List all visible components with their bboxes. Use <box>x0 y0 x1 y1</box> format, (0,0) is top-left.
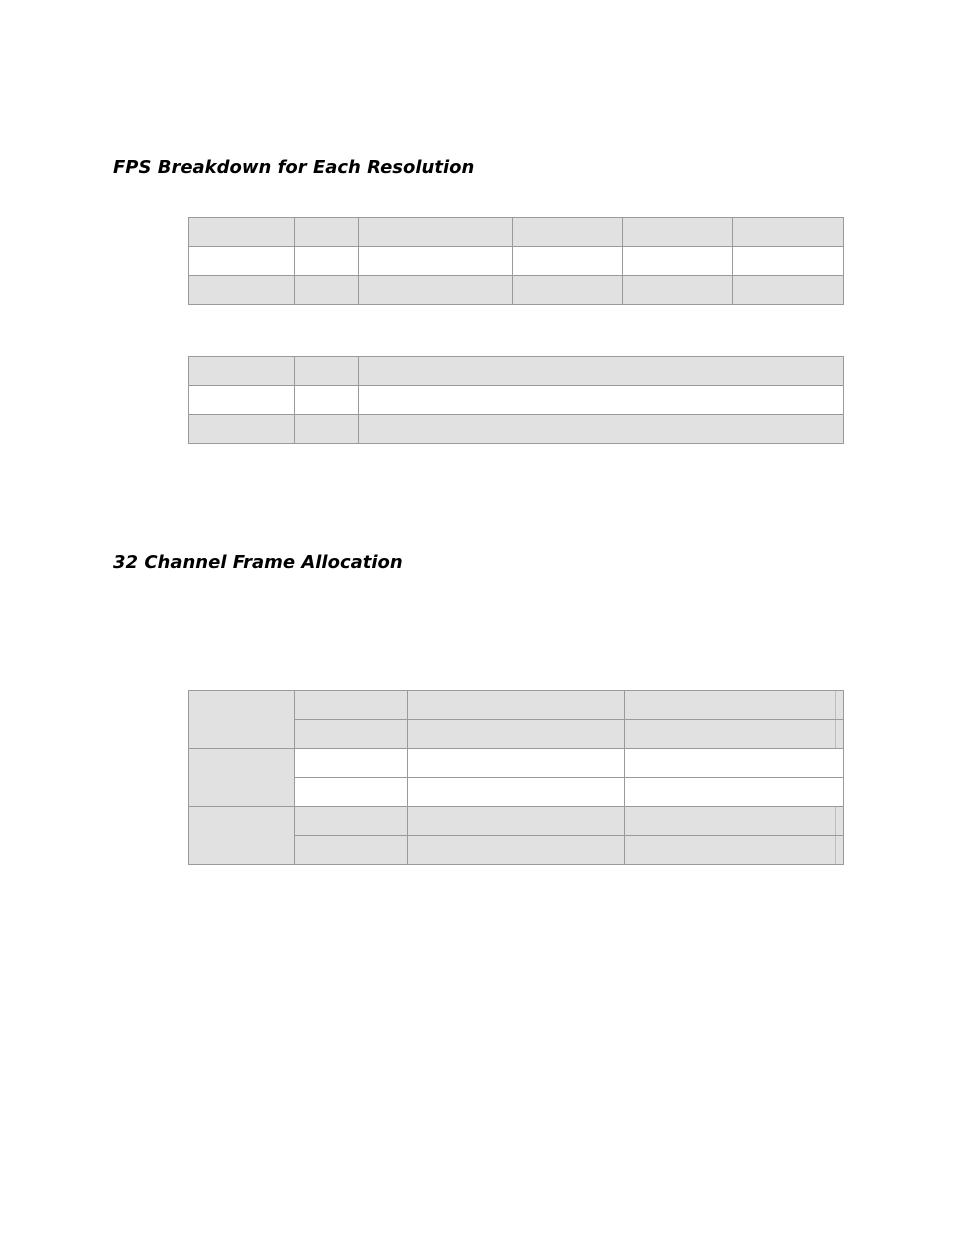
section-heading-channel-allocation: 32 Channel Frame Allocation <box>113 552 403 573</box>
table-row <box>189 691 844 720</box>
table-cell <box>625 778 844 807</box>
table-row <box>189 749 844 778</box>
table-cell <box>623 218 733 247</box>
table-cell <box>189 691 295 749</box>
table-cell <box>625 807 844 836</box>
table-cell <box>189 276 295 305</box>
table-cell <box>295 749 408 778</box>
table-cell <box>295 218 359 247</box>
table-cell <box>295 276 359 305</box>
table-cell <box>295 247 359 276</box>
table-cell <box>625 749 844 778</box>
table-row <box>189 218 844 247</box>
table-cell <box>189 807 295 865</box>
table-cell <box>359 247 513 276</box>
table-cell <box>513 247 623 276</box>
table-cell <box>295 357 359 386</box>
fps-breakdown-secondary-table <box>188 356 844 444</box>
table-cell <box>189 749 295 807</box>
table-cell <box>625 836 844 865</box>
table-cell <box>359 386 844 415</box>
table-cell <box>189 247 295 276</box>
table-cell <box>189 386 295 415</box>
table-row <box>189 807 844 836</box>
table-cell <box>625 691 844 720</box>
table-cell <box>733 247 844 276</box>
table-cell <box>623 247 733 276</box>
table-cell <box>408 749 625 778</box>
table-row <box>189 357 844 386</box>
section-heading-fps-breakdown: FPS Breakdown for Each Resolution <box>113 157 475 178</box>
table-cell <box>295 836 408 865</box>
table-cell <box>295 778 408 807</box>
table-cell <box>408 691 625 720</box>
table-cell <box>295 720 408 749</box>
table-row <box>189 247 844 276</box>
table-cell <box>359 276 513 305</box>
table-cell <box>513 218 623 247</box>
table-row <box>189 386 844 415</box>
table-cell <box>625 720 844 749</box>
table-cell <box>189 218 295 247</box>
table-cell <box>189 415 295 444</box>
table-row <box>189 276 844 305</box>
table-cell <box>733 218 844 247</box>
fps-breakdown-table <box>188 217 844 305</box>
table-cell <box>733 276 844 305</box>
table-cell <box>295 386 359 415</box>
table-cell <box>408 807 625 836</box>
table-cell <box>513 276 623 305</box>
table-cell <box>623 276 733 305</box>
table-cell <box>359 357 844 386</box>
table-cell <box>408 836 625 865</box>
table-cell <box>408 720 625 749</box>
table-cell <box>295 691 408 720</box>
table-cell <box>189 357 295 386</box>
table-cell <box>408 778 625 807</box>
channel-allocation-table <box>188 690 844 865</box>
table-cell <box>295 807 408 836</box>
table-cell <box>359 415 844 444</box>
table-cell <box>359 218 513 247</box>
table-cell <box>295 415 359 444</box>
table-row <box>189 415 844 444</box>
